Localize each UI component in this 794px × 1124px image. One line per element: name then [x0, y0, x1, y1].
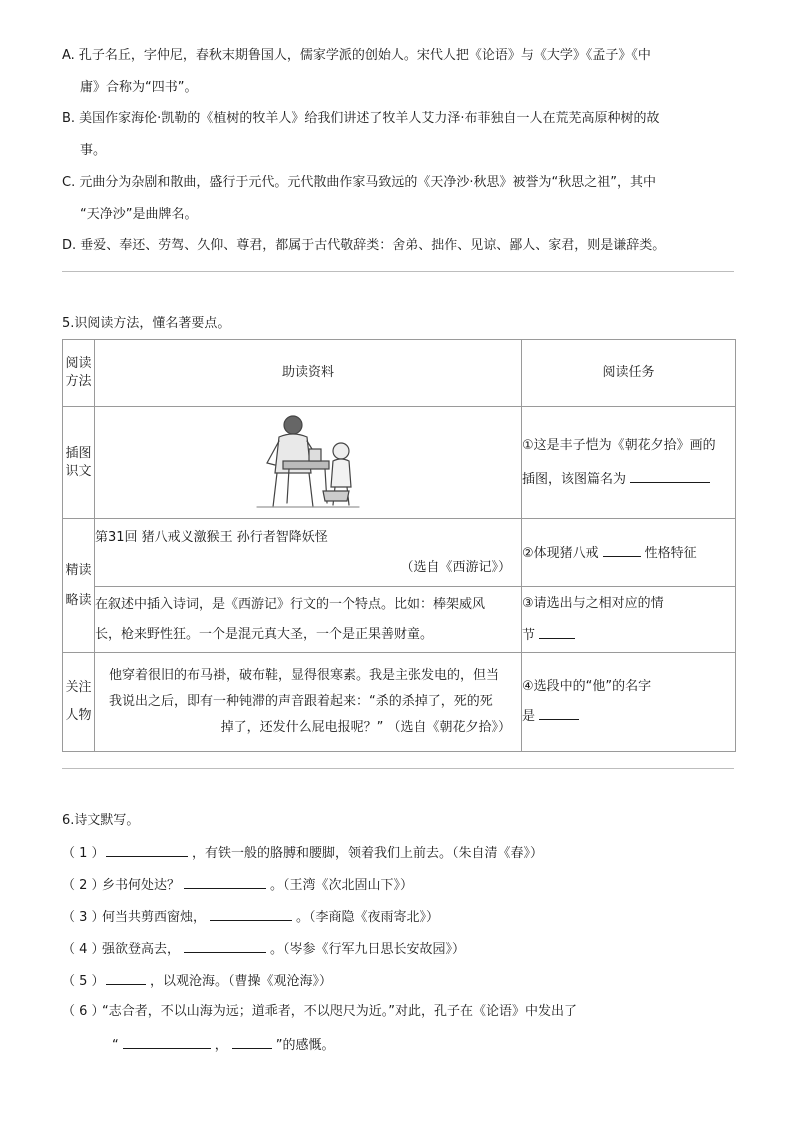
table-row-intensive-a: [63, 519, 736, 587]
item-6-number: （ 6 ）: [62, 1004, 105, 1019]
item-5-number: （ 5 ）: [62, 974, 105, 989]
item-6-close: ”的感慨。: [275, 1038, 335, 1053]
answer-blank-5[interactable]: [106, 971, 146, 985]
answer-blank-3[interactable]: [210, 907, 292, 921]
item-4-number: （ 4 ）: [62, 942, 105, 957]
answer-blank-4[interactable]: [184, 939, 266, 953]
method-illustration: [63, 407, 95, 519]
answer-blank-2[interactable]: [184, 875, 266, 889]
header-method-line1: 阅读: [65, 356, 92, 371]
header-method: [63, 340, 95, 407]
table-row-illustration: [63, 407, 736, 519]
option-a-line1: A. 孔子名丘，字仲尼，春秋末期鲁国人，儒家学派的创始人。宋代人把《论语》与《大学》《孟子》《中: [62, 48, 651, 63]
table-row-character: [63, 653, 736, 752]
item-6-text: “志合者，不以山海为远；道乖者，不以咫尺为近。”对此，孔子在《论语》中发出了: [102, 1004, 577, 1019]
item-6-open-quote: “: [112, 1038, 119, 1053]
excerpt-line2: 我说出之后，即有一种钝滞的声音跟着起来：“杀的杀掉了，死的死: [109, 694, 493, 709]
item-5-text: ，以观沧海。（曹操《观沧海》）: [150, 974, 333, 989]
task-name-line1: ④选段中的“他”的名字: [522, 679, 652, 694]
item-3-after: 。（李商隐《夜雨寄北》）: [296, 910, 440, 925]
header-material: 助读资料: [95, 340, 522, 407]
item-3-number: （ 3 ）: [62, 910, 105, 925]
method-illustration-line1: 插图: [65, 445, 92, 461]
option-b-line1: B. 美国作家海伦·凯勒的《植树的牧羊人》给我们讲述了牧羊人艾力泽·布菲独自一人在荒芜高原种树的故: [62, 111, 660, 126]
q6-item-6-line2: [112, 1035, 335, 1055]
table-header-row: [63, 340, 736, 407]
item-2-after: 。（王湾《次北固山下》）: [270, 878, 414, 893]
header-method-line2: 方法: [65, 374, 92, 389]
task-character-name: [522, 653, 736, 752]
task-illustration-line1: ①这是丰子恺为《朝花夕拾》画的: [522, 437, 716, 453]
q6-item-2: [62, 875, 413, 895]
answer-blank-name[interactable]: [539, 706, 579, 720]
q6-item-3: [62, 907, 439, 927]
item-6-comma: ，: [214, 1038, 228, 1053]
item-3-before: 何当共剪西窗烛，: [102, 910, 207, 925]
task-illustration-line2: 插图，该图篇名为: [522, 471, 627, 487]
q5-title: 5.识阅读方法，懂名著要点。: [62, 316, 231, 331]
q6-item-6: [62, 1003, 577, 1021]
poem-line2: 长，枪来野性狂。一个是混元真大圣，一个是正果善财童。: [95, 626, 434, 642]
feng-zikai-illustration-image: [253, 411, 363, 515]
task-plot: [522, 587, 736, 653]
option-c-line2: “天净沙”是曲牌名。: [80, 207, 198, 222]
item-2-before: 乡书何处达？: [102, 878, 181, 893]
method-intensive-line2: 略读: [65, 592, 92, 608]
material-chapter-title: [95, 519, 522, 587]
option-c-line1: C. 元曲分为杂剧和散曲，盛行于元代。元代散曲作家马致远的《天净沙·秋思》被誉为“秋思之祖”，其中: [62, 175, 656, 190]
method-intensive: [63, 519, 95, 653]
task-character-trait: [522, 519, 736, 587]
item-2-number: （ 2 ）: [62, 878, 105, 893]
material-excerpt: [95, 653, 522, 752]
item-4-before: 强欲登高去，: [102, 942, 181, 957]
answer-blank-6b[interactable]: [232, 1035, 272, 1049]
method-character: [63, 653, 95, 752]
excerpt-line3: 掉了，还发什么屁电报呢？” （选自《朝花夕拾》）: [220, 720, 511, 735]
illustration-cell: [95, 407, 522, 519]
item-1-text: ，有铁一般的胳膊和腰脚，领着我们上前去。（朱自清《春》）: [192, 846, 544, 861]
method-intensive-line1: 精读: [65, 562, 92, 578]
method-character-line1: 关注: [65, 680, 92, 695]
item-1-number: （ 1 ）: [62, 846, 105, 861]
task-trait-after: 性格特征: [644, 545, 697, 561]
answer-blank-trait[interactable]: [603, 543, 641, 557]
excerpt-line1: 他穿着很旧的布马褂，破布鞋，显得很寒素。我是主张发电的，但当: [109, 668, 500, 683]
table-row-intensive-b: [63, 587, 736, 653]
method-illustration-line2: 识文: [65, 463, 92, 479]
q6-item-1: [62, 843, 543, 863]
answer-blank-6a[interactable]: [123, 1035, 211, 1049]
q6-item-4: [62, 939, 465, 959]
task-illustration: [522, 407, 736, 519]
section-divider: [62, 271, 734, 272]
method-character-line2: 人物: [65, 708, 92, 723]
q6-item-5: [62, 971, 332, 991]
answer-blank-essay-title[interactable]: [630, 469, 710, 483]
option-b-line2: 事。: [80, 143, 107, 158]
answer-blank-plot[interactable]: [539, 625, 575, 639]
task-name-line2: 是: [522, 709, 536, 724]
chapter-title-text: 第31回 猪八戒义激猴王 孙行者智降妖怪: [95, 529, 328, 545]
section-divider-2: [62, 768, 734, 769]
task-plot-line1: ③请选出与之相对应的情: [522, 595, 664, 611]
reading-method-table: [62, 339, 736, 752]
poem-line1: 在叙述中插入诗词，是《西游记》行文的一个特点。比如：棒架威风: [95, 596, 486, 612]
header-task: 阅读任务: [522, 340, 736, 407]
task-plot-line2: 节: [522, 627, 536, 643]
option-a-line2: 庸》合称为“四书”。: [80, 80, 198, 95]
chapter-source: （选自《西游记》）: [400, 559, 511, 575]
option-d-line: D. 垂爱、奉还、劳驾、久仰、尊君，都属于古代敬辞类：舍弟、拙作、见谅、鄙人、家君，则是谦辞类。: [62, 238, 666, 253]
task-trait-before: ②体现猪八戒: [522, 545, 599, 561]
answer-blank-1[interactable]: [106, 843, 188, 857]
item-4-after: 。（岑参《行军九日思长安故园》）: [270, 942, 466, 957]
q6-title: 6.诗文默写。: [62, 813, 140, 828]
material-poem: [95, 587, 522, 653]
